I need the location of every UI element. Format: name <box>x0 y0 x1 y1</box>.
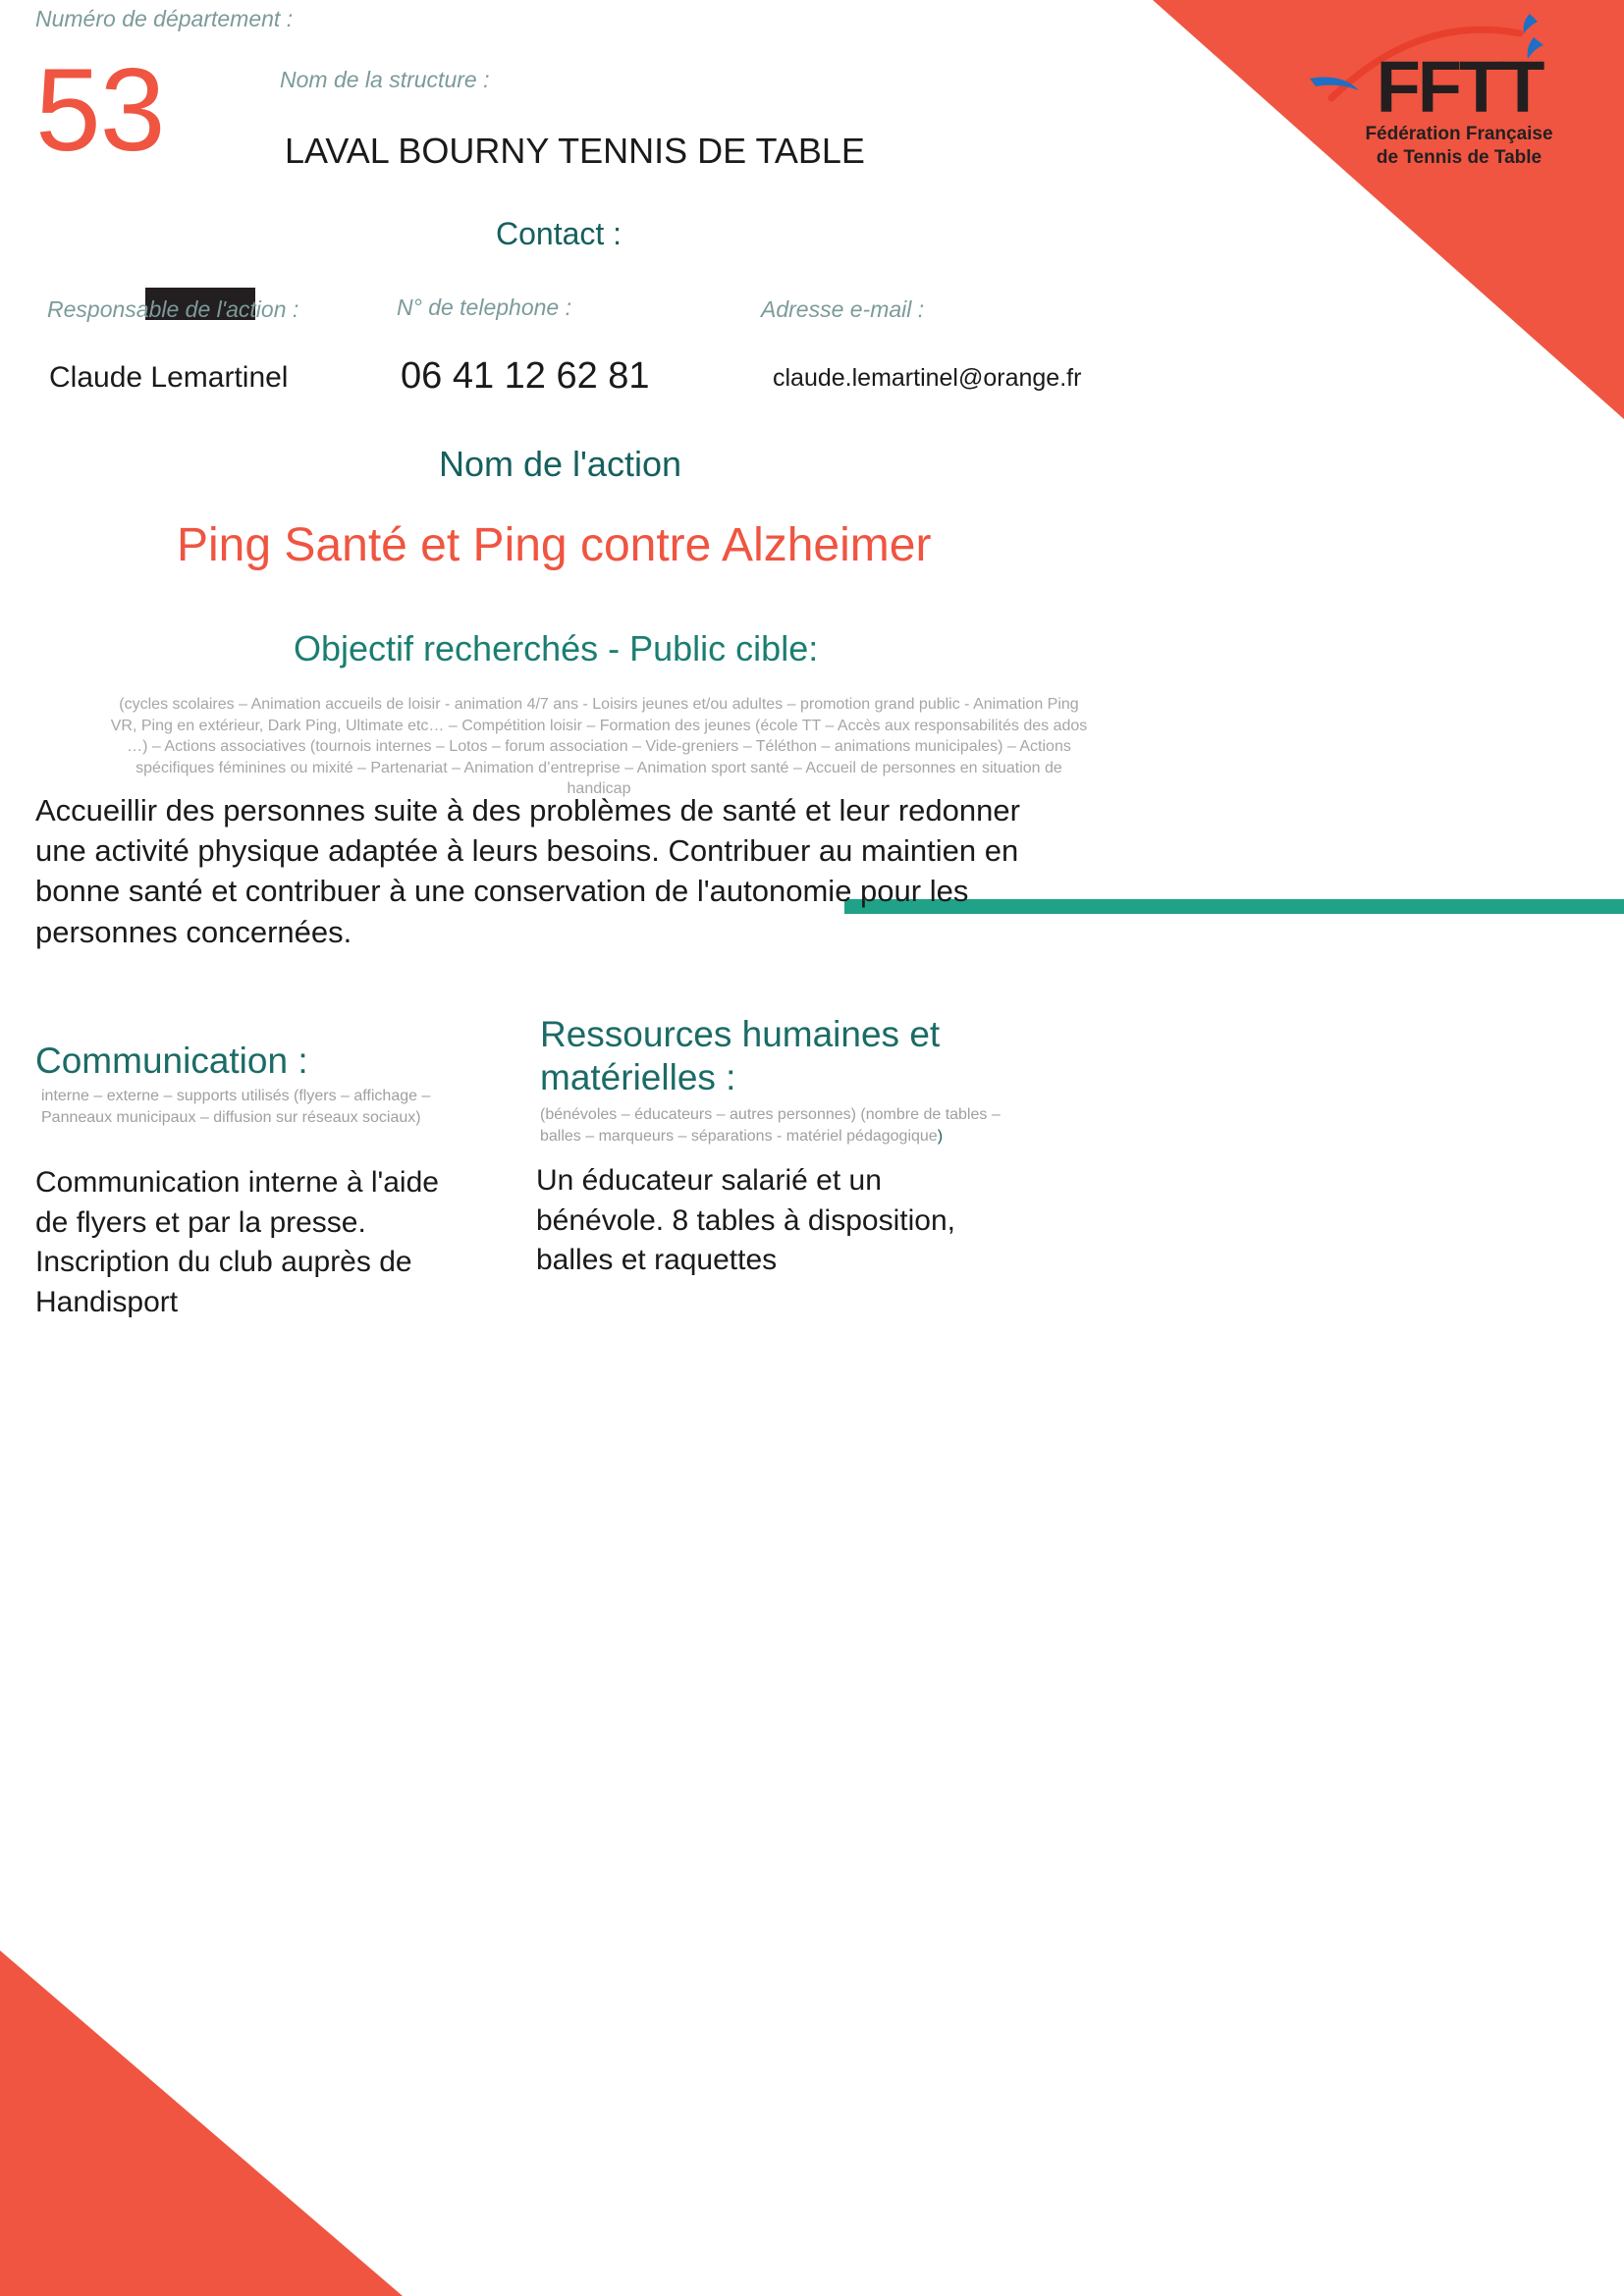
responsable-value: Claude Lemartinel <box>49 361 289 394</box>
fftt-line2: de Tennis de Table <box>1376 147 1543 168</box>
department-number-label: Numéro de département : <box>35 6 294 31</box>
objectives-heading: Objectif recherchés - Public cible: <box>294 628 819 668</box>
responsable-label: Responsable de l'action : <box>47 296 299 322</box>
resources-hint-text <box>540 1104 1031 1147</box>
resources-hint-main: (bénévoles – éducateurs – autres personnes) (nombre de tables – balles – marqueurs – séparations - matériel pédagogique <box>540 1106 1001 1145</box>
resources-body-text: Un éducateur salarié et un bénévole. 8 tables à disposition, balles et raquettes <box>536 1164 955 1276</box>
resources-heading: Ressources humaines et matérielles : <box>540 1014 941 1098</box>
objectives-body-text: Accueillir des personnes suite à des problèmes de santé et leur redonner une activité physique adaptée à leurs besoins. Contribuer au maintien en bonne santé et contribuer à une conservation de l'autonomie pour les personnes concernées. <box>35 793 1020 949</box>
bottom-left-triangle-decoration <box>0 1950 403 2296</box>
telephone-label: N° de telephone : <box>397 294 571 320</box>
email-value: claude.lemartinel@orange.fr <box>773 364 1082 392</box>
action-title: Ping Santé et Ping contre Alzheimer <box>177 519 932 571</box>
structure-name-label: Nom de la structure : <box>280 67 490 92</box>
objectives-hint-text: (cycles scolaires – Animation accueils de loisir - animation 4/7 ans - Loisirs jeunes et/ou adultes – promotion grand public - Animation Ping VR, Ping en extérieur, Dark Ping, Ultimate etc… – Compétition loisir – Formation des jeunes (école TT – Accès aux responsabilités des ados …) – Actions associatives (tournois internes – Lotos – forum association – Vide-greniers – Téléthon – animations municipales) – Actions spécifiques féminines ou mixité – Partenariat – Animation d’entreprise – Animation sport santé – Accueil de personnes en situation de handicap <box>110 696 1088 798</box>
email-label: Adresse e-mail : <box>761 296 925 322</box>
structure-name-value: LAVAL BOURNY TENNIS DE TABLE <box>285 131 865 171</box>
communication-heading: Communication : <box>35 1041 308 1081</box>
communication-hint-text: interne – externe – supports utilisés (flyers – affichage – Panneaux municipaux – diffusion sur réseaux sociaux) <box>41 1088 431 1126</box>
communication-body-text: Communication interne à l'aide de flyers et par la presse. Inscription du club auprès de Handisport <box>35 1166 439 1318</box>
action-name-label: Nom de l'action <box>439 444 681 484</box>
resources-hint-close-paren: ) <box>937 1127 944 1145</box>
fftt-logo <box>1302 8 1616 185</box>
fftt-initials: FFTT <box>1376 46 1543 128</box>
contact-heading: Contact : <box>496 216 623 251</box>
fftt-line1: Fédération Française <box>1365 124 1553 144</box>
telephone-value: 06 41 12 62 81 <box>401 355 650 397</box>
department-number-value: 53 <box>35 44 165 176</box>
